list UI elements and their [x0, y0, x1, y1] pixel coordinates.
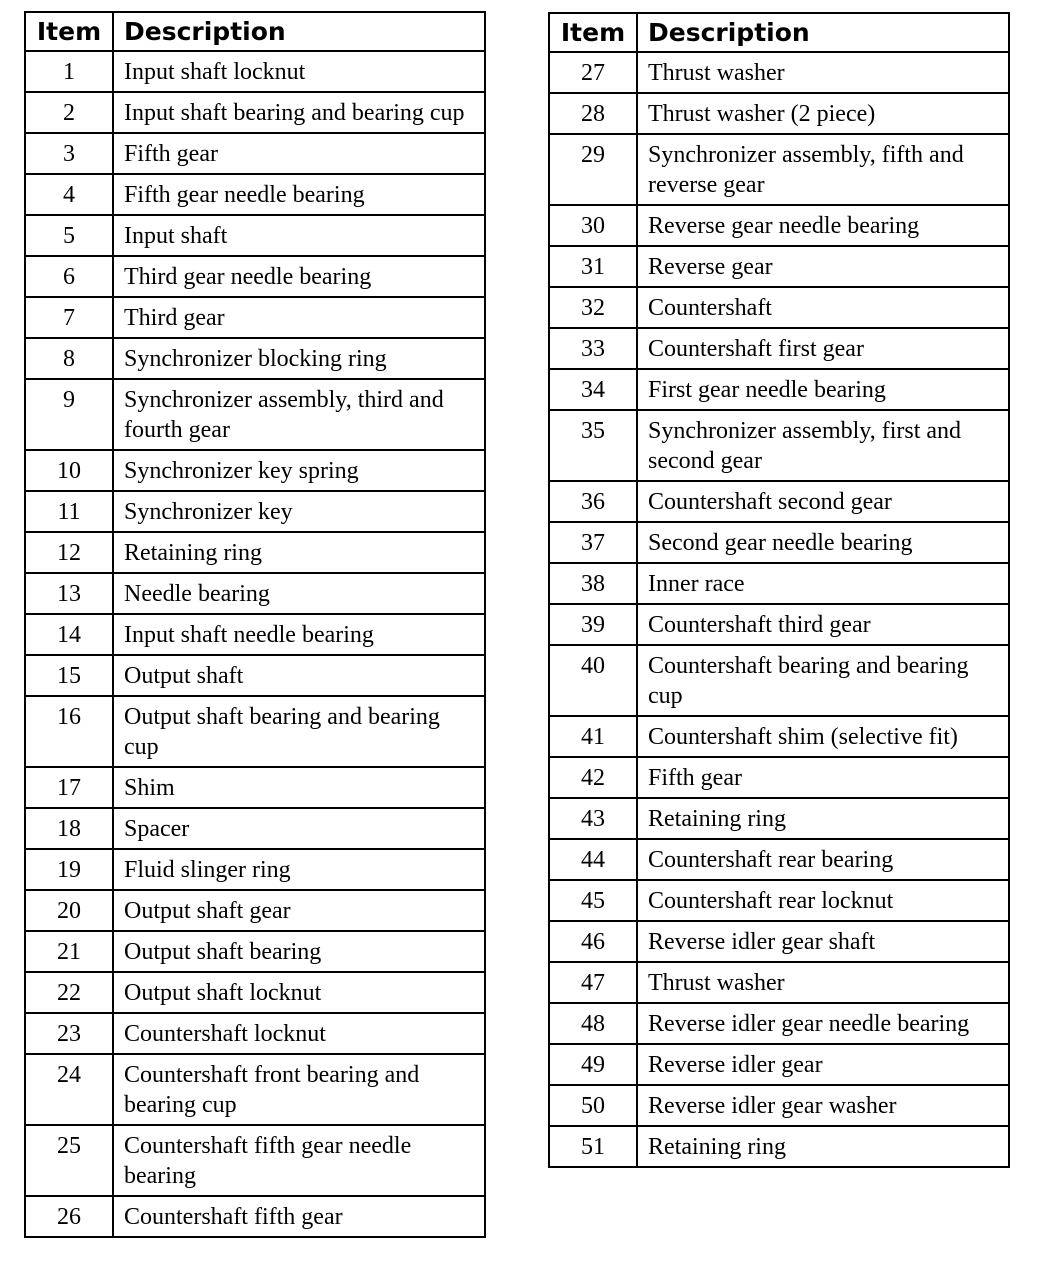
- item-number: 32: [549, 287, 637, 328]
- item-number: 21: [25, 931, 113, 972]
- table-row: [25, 1013, 485, 1054]
- item-description: Retaining ring: [637, 1126, 1009, 1167]
- table-row: [549, 880, 1009, 921]
- table-row: [549, 246, 1009, 287]
- item-number: 50: [549, 1085, 637, 1126]
- item-number: 33: [549, 328, 637, 369]
- item-description: Fifth gear: [637, 757, 1009, 798]
- item-number: 12: [25, 532, 113, 573]
- item-number: 44: [549, 839, 637, 880]
- item-description: Reverse idler gear washer: [637, 1085, 1009, 1126]
- table-row: [549, 716, 1009, 757]
- item-description: Input shaft needle bearing: [113, 614, 485, 655]
- table-row: [25, 767, 485, 808]
- item-number: 5: [25, 215, 113, 256]
- table-row: [549, 921, 1009, 962]
- item-number: 8: [25, 338, 113, 379]
- item-number: 15: [25, 655, 113, 696]
- parts-table-right: [548, 12, 1010, 1168]
- table-row: [549, 287, 1009, 328]
- item-number: 38: [549, 563, 637, 604]
- item-number: 48: [549, 1003, 637, 1044]
- table-row: [25, 931, 485, 972]
- table-row: [549, 134, 1009, 205]
- item-description: Output shaft locknut: [113, 972, 485, 1013]
- item-description: Synchronizer assembly, third and fourth gear: [113, 379, 485, 450]
- item-number: 31: [549, 246, 637, 287]
- item-number: 36: [549, 481, 637, 522]
- description-column-header: Description: [637, 13, 1009, 52]
- item-number: 10: [25, 450, 113, 491]
- parts-table-left: [24, 11, 486, 1238]
- table-row: [549, 839, 1009, 880]
- table-row: [25, 1125, 485, 1196]
- item-description: Countershaft rear bearing: [637, 839, 1009, 880]
- item-number: 30: [549, 205, 637, 246]
- item-description: Reverse gear needle bearing: [637, 205, 1009, 246]
- item-description: Synchronizer key: [113, 491, 485, 532]
- item-number: 1: [25, 51, 113, 92]
- item-number: 46: [549, 921, 637, 962]
- item-description: Countershaft rear locknut: [637, 880, 1009, 921]
- item-description: Countershaft shim (selective fit): [637, 716, 1009, 757]
- table-row: [549, 798, 1009, 839]
- item-description: Input shaft bearing and bearing cup: [113, 92, 485, 133]
- item-number: 17: [25, 767, 113, 808]
- item-number: 22: [25, 972, 113, 1013]
- item-description: Thrust washer (2 piece): [637, 93, 1009, 134]
- item-description: Fifth gear: [113, 133, 485, 174]
- table-row: [25, 696, 485, 767]
- item-description: Thrust washer: [637, 52, 1009, 93]
- table-row: [25, 215, 485, 256]
- description-column-header: Description: [113, 12, 485, 51]
- item-description: Fifth gear needle bearing: [113, 174, 485, 215]
- table-row: [549, 410, 1009, 481]
- item-description: Shim: [113, 767, 485, 808]
- item-number: 29: [549, 134, 637, 205]
- item-description: Spacer: [113, 808, 485, 849]
- item-description: Countershaft front bearing and bearing cup: [113, 1054, 485, 1125]
- table-row: [25, 808, 485, 849]
- item-description: Third gear: [113, 297, 485, 338]
- item-description: First gear needle bearing: [637, 369, 1009, 410]
- table-row: [549, 481, 1009, 522]
- item-number: 51: [549, 1126, 637, 1167]
- item-description: Countershaft fifth gear: [113, 1196, 485, 1237]
- item-description: Countershaft bearing and bearing cup: [637, 645, 1009, 716]
- table-row: [549, 604, 1009, 645]
- item-description: Countershaft third gear: [637, 604, 1009, 645]
- item-number: 11: [25, 491, 113, 532]
- table-row: [25, 655, 485, 696]
- item-description: Synchronizer assembly, fifth and reverse gear: [637, 134, 1009, 205]
- table-row: [25, 972, 485, 1013]
- table-header-row: [25, 12, 485, 51]
- item-number: 7: [25, 297, 113, 338]
- item-description: Retaining ring: [113, 532, 485, 573]
- item-number: 19: [25, 849, 113, 890]
- parts-table-right-body: [549, 52, 1009, 1167]
- item-column-header: Item: [549, 13, 637, 52]
- item-description: Retaining ring: [637, 798, 1009, 839]
- table-row: [25, 614, 485, 655]
- table-row: [25, 174, 485, 215]
- table-row: [549, 1044, 1009, 1085]
- table-row: [25, 532, 485, 573]
- item-number: 13: [25, 573, 113, 614]
- item-description: Countershaft fifth gear needle bearing: [113, 1125, 485, 1196]
- item-number: 23: [25, 1013, 113, 1054]
- item-description: Reverse idler gear: [637, 1044, 1009, 1085]
- item-description: Countershaft first gear: [637, 328, 1009, 369]
- item-number: 43: [549, 798, 637, 839]
- item-number: 24: [25, 1054, 113, 1125]
- table-row: [549, 93, 1009, 134]
- item-number: 18: [25, 808, 113, 849]
- item-description: Needle bearing: [113, 573, 485, 614]
- item-number: 40: [549, 645, 637, 716]
- item-description: Third gear needle bearing: [113, 256, 485, 297]
- item-description: Output shaft bearing and bearing cup: [113, 696, 485, 767]
- item-column-header: Item: [25, 12, 113, 51]
- item-number: 39: [549, 604, 637, 645]
- table-row: [25, 256, 485, 297]
- item-number: 14: [25, 614, 113, 655]
- parts-table-left-body: [25, 51, 485, 1237]
- item-number: 3: [25, 133, 113, 174]
- item-number: 9: [25, 379, 113, 450]
- item-number: 35: [549, 410, 637, 481]
- item-number: 37: [549, 522, 637, 563]
- table-row: [549, 522, 1009, 563]
- item-description: Input shaft locknut: [113, 51, 485, 92]
- item-number: 27: [549, 52, 637, 93]
- item-description: Input shaft: [113, 215, 485, 256]
- item-number: 16: [25, 696, 113, 767]
- item-number: 2: [25, 92, 113, 133]
- table-row: [25, 849, 485, 890]
- item-description: Output shaft bearing: [113, 931, 485, 972]
- item-description: Reverse idler gear shaft: [637, 921, 1009, 962]
- item-number: 34: [549, 369, 637, 410]
- table-row: [25, 51, 485, 92]
- item-number: 4: [25, 174, 113, 215]
- item-number: 6: [25, 256, 113, 297]
- item-description: Thrust washer: [637, 962, 1009, 1003]
- table-row: [549, 645, 1009, 716]
- item-number: 26: [25, 1196, 113, 1237]
- item-description: Synchronizer key spring: [113, 450, 485, 491]
- table-row: [25, 450, 485, 491]
- table-row: [25, 338, 485, 379]
- item-description: Fluid slinger ring: [113, 849, 485, 890]
- table-row: [549, 1126, 1009, 1167]
- item-number: 28: [549, 93, 637, 134]
- table-row: [549, 563, 1009, 604]
- item-description: Inner race: [637, 563, 1009, 604]
- item-number: 41: [549, 716, 637, 757]
- item-description: Synchronizer assembly, first and second gear: [637, 410, 1009, 481]
- item-description: Countershaft second gear: [637, 481, 1009, 522]
- item-description: Second gear needle bearing: [637, 522, 1009, 563]
- item-description: Reverse idler gear needle bearing: [637, 1003, 1009, 1044]
- table-row: [25, 133, 485, 174]
- item-number: 47: [549, 962, 637, 1003]
- table-row: [549, 52, 1009, 93]
- table-row: [25, 379, 485, 450]
- item-description: Output shaft gear: [113, 890, 485, 931]
- item-number: 45: [549, 880, 637, 921]
- table-row: [549, 1085, 1009, 1126]
- table-row: [549, 328, 1009, 369]
- table-row: [549, 757, 1009, 798]
- item-description: Output shaft: [113, 655, 485, 696]
- table-row: [25, 92, 485, 133]
- table-row: [25, 491, 485, 532]
- item-description: Countershaft: [637, 287, 1009, 328]
- table-row: [25, 297, 485, 338]
- table-row: [549, 962, 1009, 1003]
- table-row: [25, 1054, 485, 1125]
- item-description: Synchronizer blocking ring: [113, 338, 485, 379]
- item-number: 42: [549, 757, 637, 798]
- table-header-row: [549, 13, 1009, 52]
- table-row: [549, 1003, 1009, 1044]
- item-description: Reverse gear: [637, 246, 1009, 287]
- table-row: [549, 369, 1009, 410]
- item-number: 25: [25, 1125, 113, 1196]
- item-number: 20: [25, 890, 113, 931]
- table-row: [25, 573, 485, 614]
- item-number: 49: [549, 1044, 637, 1085]
- table-row: [25, 1196, 485, 1237]
- table-row: [25, 890, 485, 931]
- table-row: [549, 205, 1009, 246]
- item-description: Countershaft locknut: [113, 1013, 485, 1054]
